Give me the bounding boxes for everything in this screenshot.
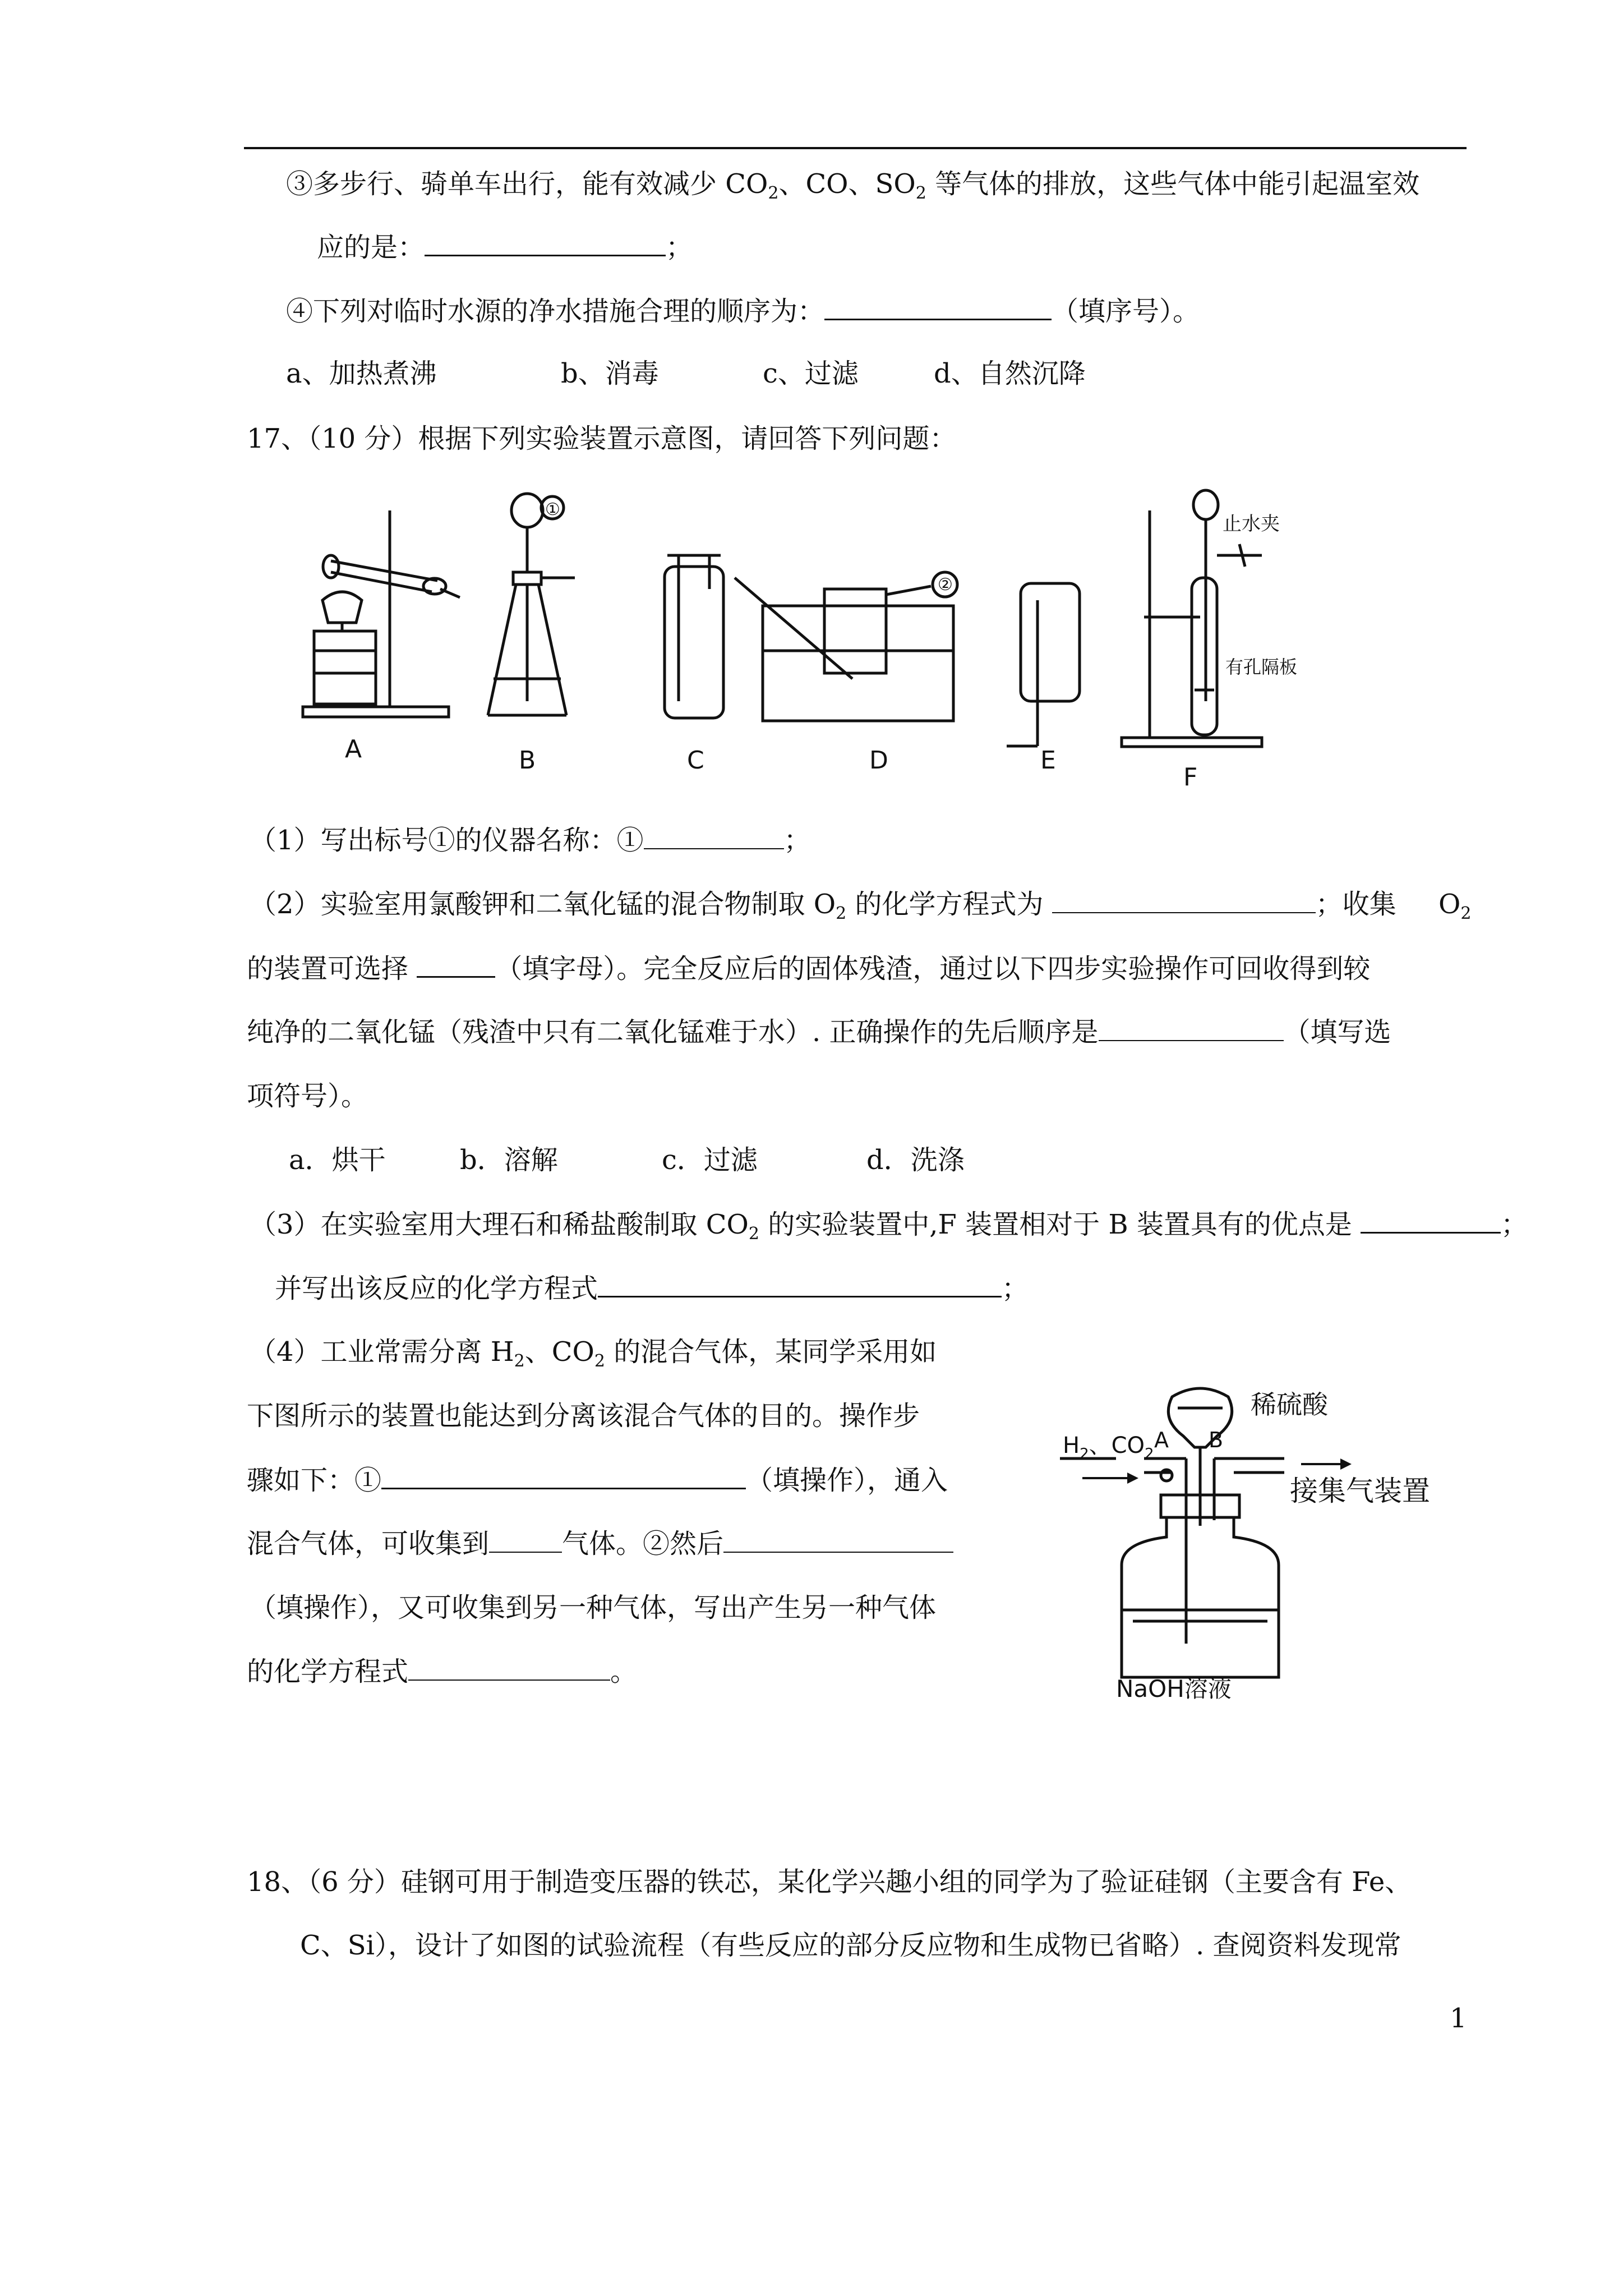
answer-blank[interactable] <box>723 1527 953 1553</box>
answer-blank[interactable] <box>1052 887 1316 913</box>
q17-part2-line3: 纯净的二氧化锰（残渣中只有二氧化锰难于水）. 正确操作的先后顺序是 （填写选 <box>247 1016 1391 1048</box>
apparatus-d <box>735 572 957 721</box>
q17-part4-line5: （填操作），又可收集到另一种气体，写出产生另一种气体 <box>250 1592 937 1623</box>
answer-blank[interactable] <box>381 1463 746 1489</box>
q18-line2: C、Si），设计了如图的试验流程（有些反应的部分反应物和生成物已省略）. 查阅资料发现常 <box>300 1930 1401 1961</box>
q17-part4-line3: 骤如下：① （填操作），通入 <box>247 1463 948 1497</box>
page-number: 1 <box>1450 2003 1467 2034</box>
q17-part2-o2: $O_2$ <box>1438 889 1472 923</box>
separation-apparatus-figure <box>1060 1374 1497 1703</box>
acid-label: 稀硫酸 <box>1251 1389 1328 1420</box>
answer-blank[interactable] <box>644 823 784 849</box>
q17-part2-option-a: a．烘干 <box>289 1144 386 1176</box>
answer-blank[interactable] <box>408 1655 610 1681</box>
answer-blank[interactable] <box>1099 1015 1284 1041</box>
answer-blank[interactable] <box>598 1271 1002 1297</box>
outlet-label: 接集气装置 <box>1290 1475 1430 1507</box>
apparatus-label-a: A <box>345 735 362 763</box>
apparatus-b <box>488 494 575 715</box>
apparatus-a <box>303 510 460 717</box>
apparatus-label-e: E <box>1040 746 1056 775</box>
apparatus-label-c: C <box>687 746 704 775</box>
q17-part2-line1: （2）实验室用氯酸钾和二氧化锰的混合物制取 $O_2$ 的化学方程式为 ；收集 <box>250 889 1396 923</box>
q17-part2-option-b: b．溶解 <box>460 1144 558 1176</box>
solution-label: NaOH溶液 <box>1116 1675 1232 1703</box>
marker-2: ② <box>938 575 953 595</box>
apparatus-figure <box>292 488 1298 802</box>
q16-item3-line2: 应的是： ； <box>317 230 693 264</box>
apparatus-label-d: D <box>869 746 888 775</box>
q16-option-c: c、过滤 <box>763 358 859 389</box>
marker-1: ① <box>545 500 560 519</box>
q17-part4-line1: （4）工业常需分离 $H_2$、$CO_2$ 的混合气体，某同学采用如 <box>250 1336 937 1371</box>
clamp-label: 止水夹 <box>1223 513 1280 535</box>
q17-part2-option-d: d．洗涤 <box>866 1144 965 1176</box>
q17-part3-line2: 并写出该反应的化学方程式 ； <box>275 1271 1029 1305</box>
q16-item3-line1: ③多步行、骑单车出行，能有效减少 $CO_2$、CO、$SO_2$ 等气体的排放，这些气体中能引起温室效 <box>286 168 1420 203</box>
apparatus-label-b: B <box>519 746 536 775</box>
gas-inlet-label: $H_2$、$CO_2$ <box>1063 1433 1154 1462</box>
answer-blank[interactable] <box>417 951 495 978</box>
q16-option-a: a、加热煮沸 <box>286 358 437 389</box>
plate-label: 有孔隔板 <box>1225 656 1298 678</box>
q17-part3-line1: （3）在实验室用大理石和稀盐酸制取 $CO_2$ 的实验装置中,F 装置相对于 B 装置具有的优点是 ； <box>250 1207 1528 1241</box>
header-rule <box>244 147 1467 149</box>
q17-part2-line4: 项符号）。 <box>247 1080 368 1112</box>
q17-part1: （1）写出标号①的仪器名称：① ； <box>250 825 811 856</box>
q16-option-d: d、自然沉降 <box>934 358 1086 389</box>
q17-part2-line2: 的装置可选择 （填字母）。完全反应后的固体残渣，通过以下四步实验操作可回收得到较 <box>247 951 1370 986</box>
q17-part2-option-c: c．过滤 <box>662 1144 758 1176</box>
q16-option-b: b、消毒 <box>561 358 659 389</box>
answer-blank[interactable] <box>1361 1207 1501 1234</box>
answer-blank[interactable] <box>425 230 666 256</box>
q17-header: 17、（10 分）根据下列实验装置示意图，请回答下列问题： <box>247 423 957 454</box>
q16-item4: ④下列对临时水源的净水措施合理的顺序为： （填序号）。 <box>286 294 1200 328</box>
apparatus-c <box>665 555 723 718</box>
q17-part4-line6: 的化学方程式 。 <box>247 1656 638 1687</box>
valve-b-label: B <box>1209 1428 1224 1452</box>
valve-a-label: A <box>1154 1428 1169 1452</box>
q18-line1: 18、（6 分）硅钢可用于制造变压器的铁芯，某化学兴趣小组的同学为了验证硅钢（主要含有 Fe、 <box>247 1866 1412 1898</box>
answer-blank[interactable] <box>824 294 1052 320</box>
q17-part4-line2: 下图所示的装置也能达到分离该混合气体的目的。操作步 <box>247 1400 920 1432</box>
apparatus-label-f: F <box>1183 763 1198 792</box>
apparatus-e <box>1007 583 1080 746</box>
answer-blank[interactable] <box>489 1527 562 1553</box>
q17-part4-line4: 混合气体，可收集到 气体。②然后 <box>247 1527 953 1561</box>
